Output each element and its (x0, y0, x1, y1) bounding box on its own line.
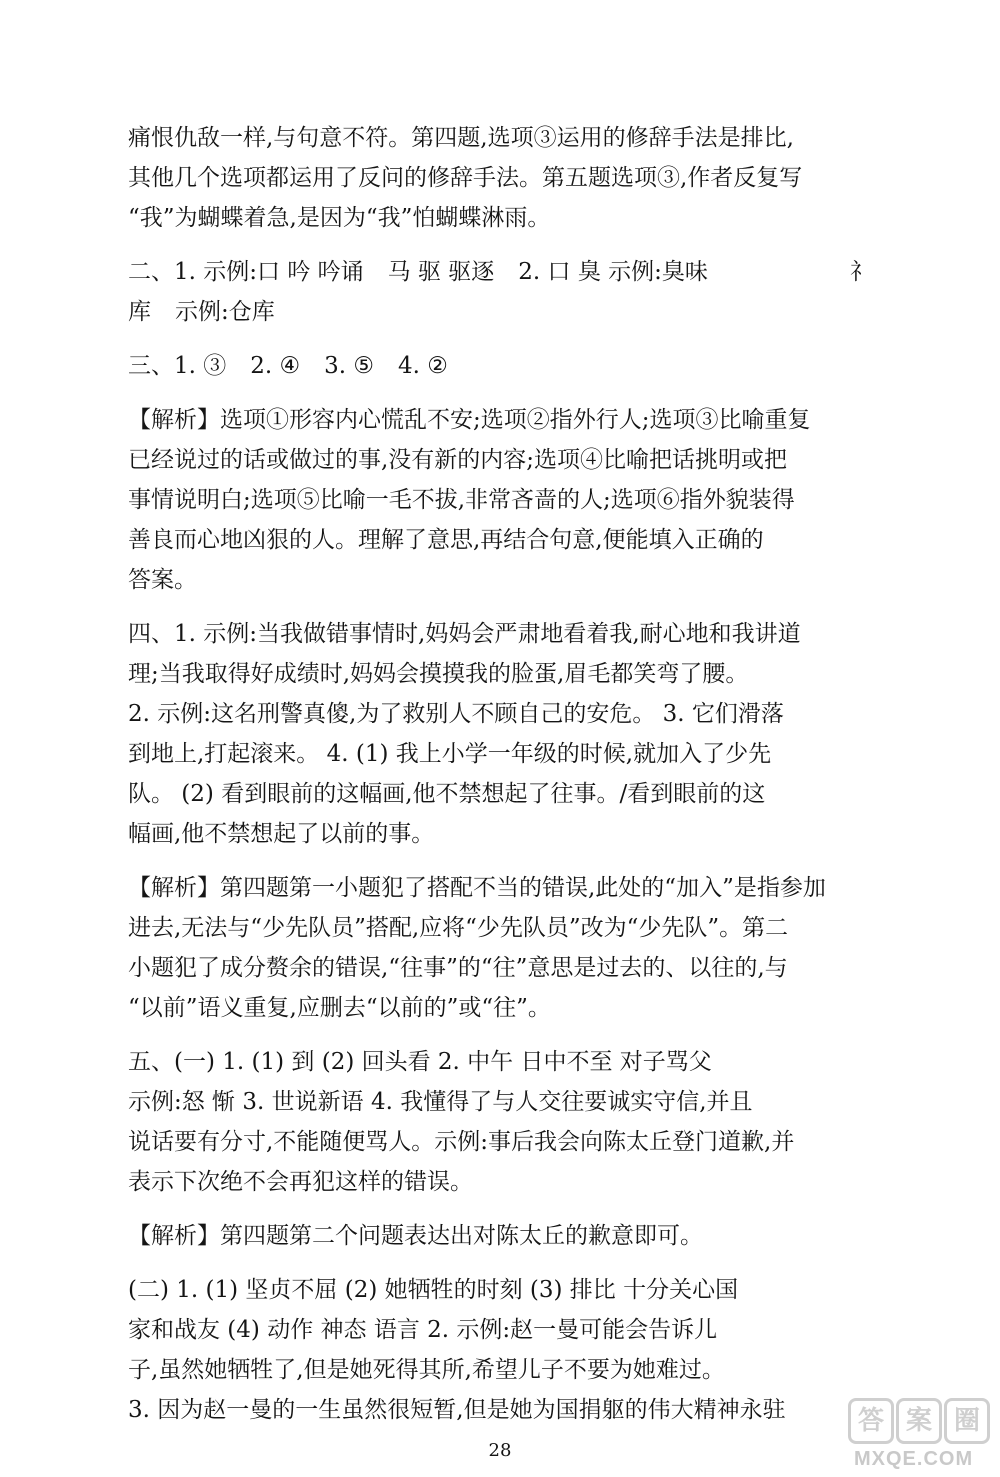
text-line: 3. 因为赵一曼的一生虽然很短暂,但是她为国捐躯的伟大精神永驻 (128, 1397, 786, 1423)
text-line: 幅画,他不禁想起了以前的事。 (128, 821, 435, 847)
text-line: 痛恨仇敌一样,与句意不符。第四题,选项③运用的修辞手法是排比, (128, 125, 794, 151)
text-line: 子,虽然她牺牲了,但是她死得其所,希望儿子不要为她难过。 (128, 1357, 725, 1383)
text-line: 理;当我取得好成绩时,妈妈会摸摸我的脸蛋,眉毛都笑弯了腰。 (128, 661, 749, 687)
text-line: 2. 示例:这名刑警真傻,为了救别人不顾自己的安危。 3. 它们滑落 (128, 701, 784, 727)
watermark-logo: 答 案 圈 MXQE.COM (848, 1398, 998, 1473)
text-line: 到地上,打起滚来。 4. (1) 我上小学一年级的时候,就加入了少先 (128, 741, 772, 767)
text-line: “以前”语义重复,应删去“以前的”或“往”。 (128, 995, 551, 1021)
text-line: 示例:怒 惭 3. 世说新语 4. 我懂得了与人交往要诚实守信,并且 (128, 1089, 753, 1115)
section-3-answers: 三、1. ③ 2. ④ 3. ⑤ 4. ② (128, 353, 448, 379)
text-line: 四、1. 示例:当我做错事情时,妈妈会严肃地看着我,耐心地和我讲道 (128, 621, 801, 647)
text-line: 队。 (2) 看到眼前的这幅画,他不禁想起了往事。/看到眼前的这 (128, 781, 766, 807)
text-line: 【解析】第四题第二个问题表达出对陈太丘的歉意即可。 (128, 1223, 703, 1249)
text-line: 表示下次绝不会再犯这样的错误。 (128, 1169, 473, 1195)
text-line: “我”为蝴蝶着急,是因为“我”怕蝴蝶淋雨。 (128, 205, 551, 231)
text-line: 小题犯了成分赘余的错误,“往事”的“往”意思是过去的、以往的,与 (128, 955, 788, 981)
text-line: 答案。 (128, 567, 197, 593)
text-line: 家和战友 (4) 动作 神态 语言 2. 示例:赵一曼可能会告诉儿 (128, 1317, 718, 1343)
text-line: 【解析】第四题第一小题犯了搭配不当的错误,此处的“加入”是指参加 (128, 875, 826, 901)
page-number: 28 (488, 1440, 512, 1461)
answer-page-body (128, 118, 873, 1430)
text-line: 五、(一) 1. (1) 到 (2) 回头看 2. 中午 日中不至 对子骂父 (128, 1049, 712, 1075)
text-line: 进去,无法与“少先队员”搭配,应将“少先队员”改为“少先队”。第二 (128, 915, 789, 941)
section-2-line-1: 二、1. 示例:口 吟 吟诵 马 驱 驱逐 2. 口 臭 示例:臭味 礻 (128, 259, 873, 285)
section-2-line-2: 库 示例:仓库 (128, 299, 275, 325)
text-line: 说话要有分寸,不能随便骂人。示例:事后我会向陈太丘登门道歉,并 (128, 1129, 795, 1155)
text-line: 其他几个选项都运用了反问的修辞手法。第五题选项③,作者反复写 (128, 165, 803, 191)
text-line: 已经说过的话或做过的事,没有新的内容;选项④比喻把话挑明或把 (128, 447, 788, 473)
text-line: 【解析】选项①形容内心慌乱不安;选项②指外行人;选项③比喻重复 (128, 407, 811, 433)
text-line: (二) 1. (1) 坚贞不屈 (2) 她牺牲的时刻 (3) 排比 十分关心国 (128, 1277, 739, 1303)
text-line: 事情说明白;选项⑤比喻一毛不拔,非常吝啬的人;选项⑥指外貌装得 (128, 487, 795, 513)
text-line: 善良而心地凶狠的人。理解了意思,再结合句意,便能填入正确的 (128, 527, 764, 553)
